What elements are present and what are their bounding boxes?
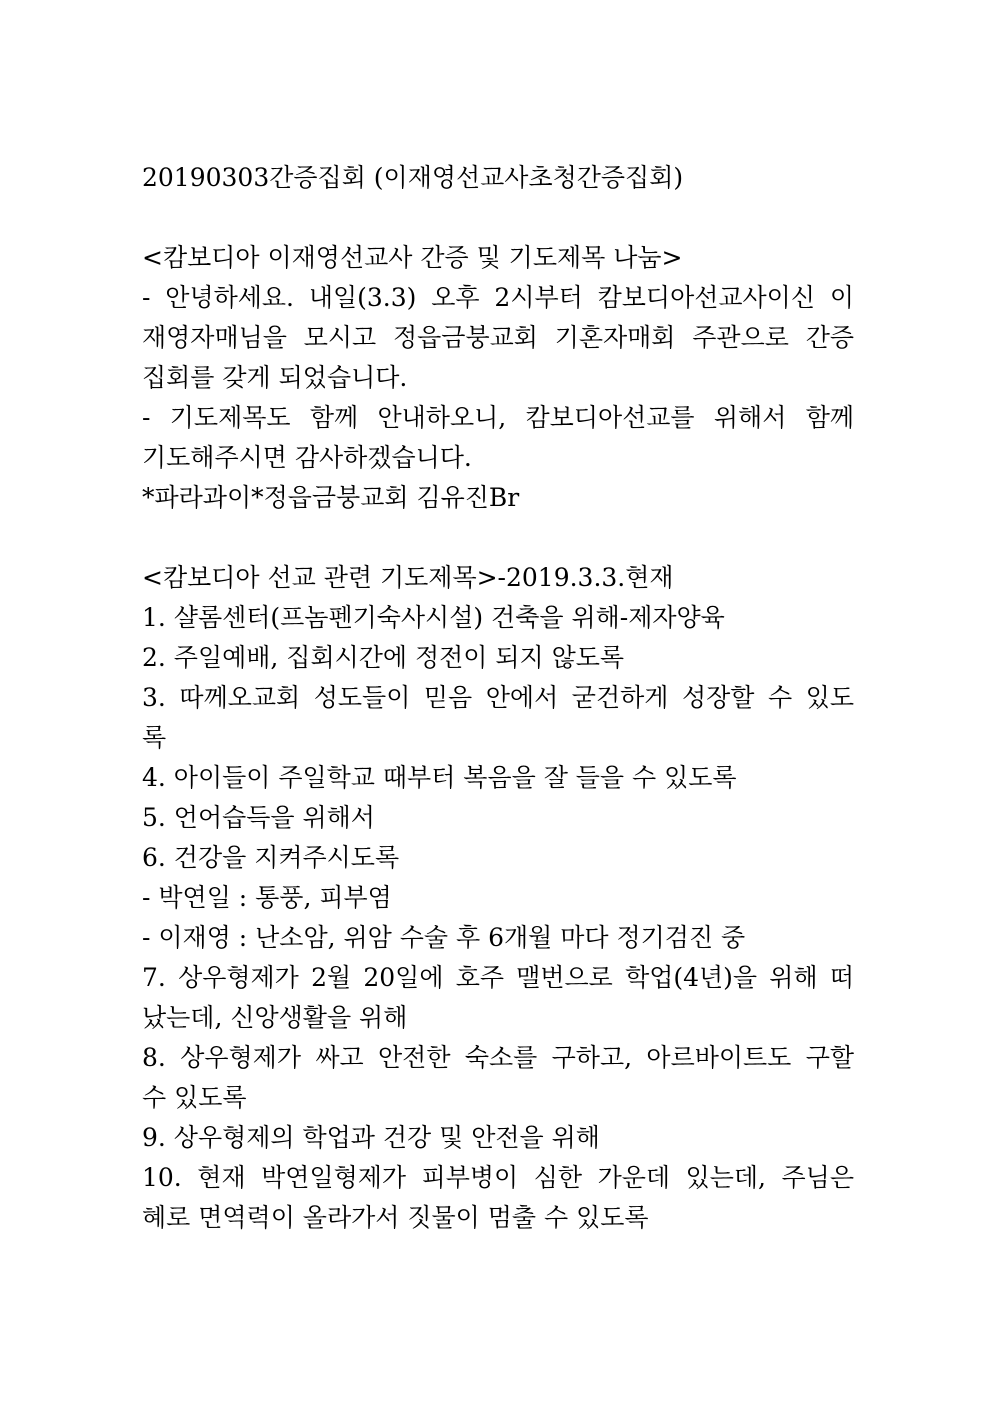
prayer-item: 6. 건강을 지켜주시도록 [142,843,400,872]
prayer-item: 1. 샬롬센터(프놈펜기숙사시설) 건축을 위해-제자양육 [142,603,725,632]
prayer-item: 10. 현재 박연일형제가 피부병이 심한 가운데 있는데, 주님은 [142,1163,854,1192]
prayer-item: 록 [142,723,167,752]
prayer-item: 7. 상우형제가 2월 20일에 호주 맬번으로 학업(4년)을 위해 떠 [142,963,854,992]
prayer-item: 4. 아이들이 주일학교 때부터 복음을 잘 들을 수 있도록 [142,763,737,792]
prayer-item: 9. 상우형제의 학업과 건강 및 안전을 위해 [142,1123,600,1152]
document-body [142,158,854,1238]
section1-line: - 기도제목도 함께 안내하오니, 캄보디아선교를 위해서 함께 [142,403,854,432]
section2-heading: <캄보디아 선교 관련 기도제목>-2019.3.3.현재 [142,563,674,592]
section1-line: 기도해주시면 감사하겠습니다. [142,443,472,472]
section1-line: 집회를 갖게 되었습니다. [142,363,408,392]
spacer [142,518,854,558]
prayer-item: 5. 언어습득을 위해서 [142,803,375,832]
prayer-item: 수 있도록 [142,1083,247,1112]
prayer-item: 혜로 면역력이 올라가서 짓물이 멈출 수 있도록 [142,1203,649,1232]
document-title: 20190303간증집회 (이재영선교사초청간증집회) [142,163,684,192]
section1-line: - 안녕하세요. 내일(3.3) 오후 2시부터 캄보디아선교사이신 이 [142,283,854,312]
prayer-item: - 박연일 : 통풍, 피부염 [142,883,392,912]
prayer-item: - 이재영 : 난소암, 위암 수술 후 6개월 마다 정기검진 중 [142,923,746,952]
spacer [142,198,854,238]
section1-line: 재영자매님을 모시고 정읍금붕교회 기혼자매회 주관으로 간증 [142,323,854,352]
prayer-item: 났는데, 신앙생활을 위해 [142,1003,408,1032]
prayer-item: 3. 따께오교회 성도들이 믿음 안에서 굳건하게 성장할 수 있도 [142,683,854,712]
prayer-item: 8. 상우형제가 싸고 안전한 숙소를 구하고, 아르바이트도 구할 [142,1043,854,1072]
section1-heading: <캄보디아 이재영선교사 간증 및 기도제목 나눔> [142,243,683,272]
section1-line: *파라과이*정읍금붕교회 김유진Br [142,483,520,512]
prayer-item: 2. 주일예배, 집회시간에 정전이 되지 않도록 [142,643,625,672]
